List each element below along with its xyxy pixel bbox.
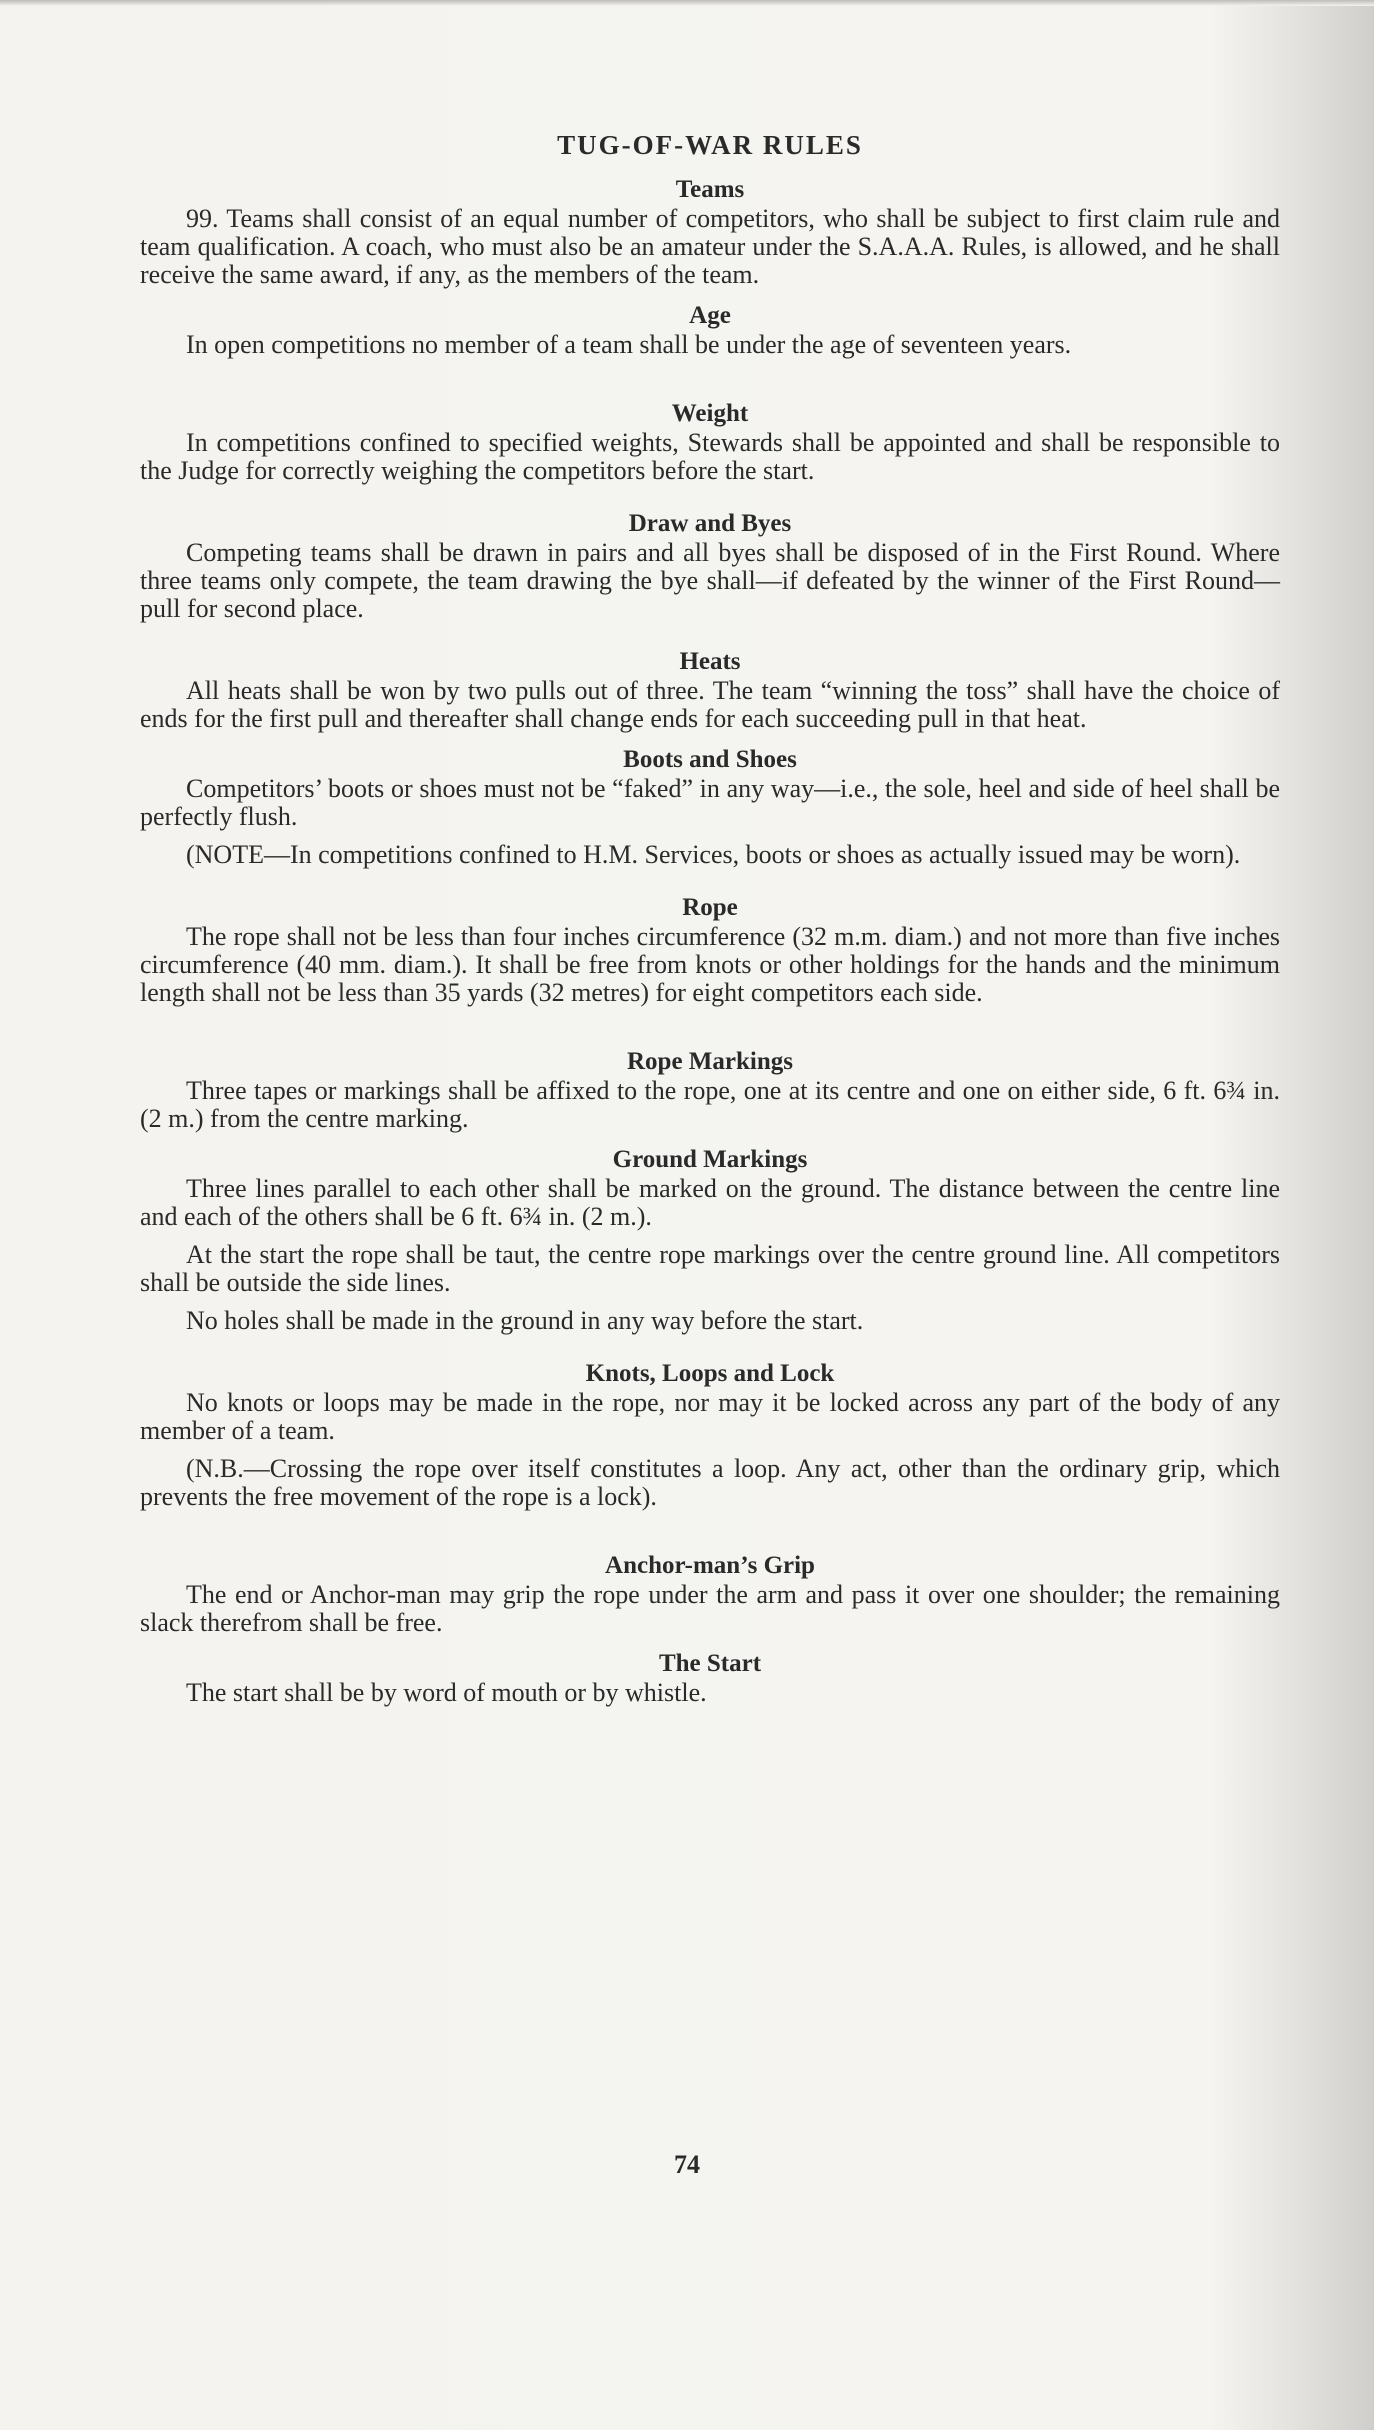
- section-weight: [140, 399, 1280, 485]
- section-heading: Ground Markings: [612, 1146, 808, 1173]
- section-paragraph: In competitions confined to specified weights, Stewards shall be appointed and shall be responsible to the Judge for correctly weighing the competitors before the start.: [140, 428, 1280, 485]
- section-paragraph: No holes shall be made in the ground in any way before the start.: [186, 1306, 864, 1335]
- section-paragraph: (NOTE—In competitions confined to H.M. Services, boots or shoes as actually issued may be worn).: [186, 840, 1241, 869]
- section-paragraph: No knots or loops may be made in the rope, nor may it be locked across any part of the body of any member of a team.: [140, 1388, 1280, 1445]
- section-paragraph: 99. Teams shall consist of an equal number of competitors, who shall be subject to first claim rule and team qualification. A coach, who must also be an amateur under the S.A.A.A. Rules, is allowed, and he shall receive the same award, if any, as the members of the team.: [140, 204, 1280, 289]
- section-heading: The Start: [658, 1650, 762, 1677]
- section-paragraph: At the start the rope shall be taut, the centre rope markings over the centre ground line. All competitors shall be outside the side lines.: [140, 1240, 1280, 1297]
- section-heading: Rope Markings: [627, 1048, 793, 1075]
- section-heading: Age: [689, 302, 731, 329]
- section-rope-markings: [140, 1047, 1280, 1133]
- section-heats: [140, 647, 1280, 733]
- page-number: 74: [674, 2150, 700, 2179]
- section-paragraph: The rope shall not be less than four inches circumference (32 m.m. diam.) and not more than five inches circumference (40 mm. diam.). It shall be free from knots or other holdings for the hands and the minimum length shall not be less than 35 yards (32 metres) for eight competitors each side.: [140, 922, 1280, 1007]
- section-heading: Boots and Shoes: [623, 746, 797, 773]
- section-paragraph: Three tapes or markings shall be affixed to the rope, one at its centre and one on either side, 6 ft. 6¾ in. (2 m.) from the centre marking.: [140, 1076, 1280, 1133]
- section-paragraph: All heats shall be won by two pulls out of three. The team “winning the toss” shall have the choice of ends for the first pull and thereafter shall change ends for each succeeding pull in that heat.: [140, 676, 1280, 733]
- section-paragraph: The end or Anchor-man may grip the rope under the arm and pass it over one shoulder; the remaining slack therefrom shall be free.: [140, 1580, 1280, 1637]
- section-draw-and-byes: [140, 509, 1280, 623]
- section-paragraph: The start shall be by word of mouth or by whistle.: [186, 1678, 707, 1707]
- section-paragraph: Competitors’ boots or shoes must not be “faked” in any way—i.e., the sole, heel and side of heel shall be perfectly flush.: [140, 774, 1280, 831]
- section-heading: Anchor-man’s Grip: [605, 1552, 815, 1579]
- section-knots-loops-and-lock: [140, 1359, 1280, 1511]
- section-boots-and-shoes: [140, 745, 1280, 869]
- page-content: [140, 130, 1280, 1707]
- section-anchor-mans-grip: [140, 1551, 1280, 1637]
- section-heading: Heats: [679, 648, 741, 675]
- section-heading: Teams: [675, 176, 745, 203]
- section-heading: Knots, Loops and Lock: [585, 1360, 835, 1387]
- section-paragraph: In open competitions no member of a team shall be under the age of seventeen years.: [186, 330, 1072, 359]
- section-heading: Weight: [671, 400, 749, 427]
- page-top-edge: [0, 0, 1374, 6]
- section-the-start: [140, 1649, 1280, 1707]
- section-paragraph: Competing teams shall be drawn in pairs and all byes shall be disposed of in the First Round. Where three teams only compete, the team drawing the bye shall—if defeated by the winner of the First Round—pull for second place.: [140, 538, 1280, 623]
- section-paragraph: Three lines parallel to each other shall be marked on the ground. The distance between the centre line and each of the others shall be 6 ft. 6¾ in. (2 m.).: [140, 1174, 1280, 1231]
- section-ground-markings: [140, 1145, 1280, 1335]
- section-age: [140, 301, 1280, 359]
- section-heading: Rope: [682, 894, 738, 921]
- section-rope: [140, 893, 1280, 1007]
- section-heading: Draw and Byes: [628, 510, 792, 537]
- section-paragraph: (N.B.—Crossing the rope over itself constitutes a loop. Any act, other than the ordinary grip, which prevents the free movement of the rope is a lock).: [140, 1454, 1280, 1511]
- page-title: TUG-OF-WAR RULES: [557, 130, 863, 160]
- section-teams: [140, 175, 1280, 289]
